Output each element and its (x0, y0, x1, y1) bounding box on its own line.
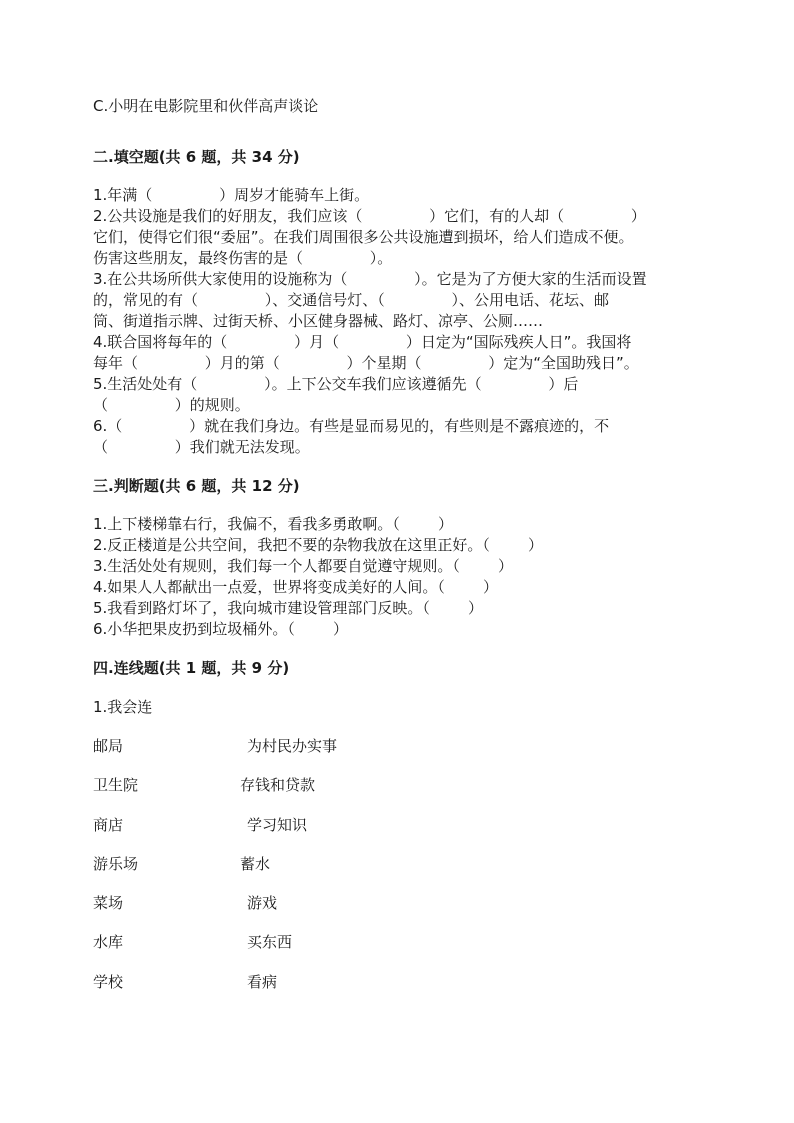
section-heading-matching: 四.连线题(共 1 题，共 9 分) (93, 659, 290, 677)
fill-in-line: 1.年满（ ）周岁才能骑车上街。 (93, 186, 370, 204)
match-right-item: 蓄水 (240, 855, 271, 873)
fill-in-line: 3.在公共场所供大家使用的设施称为（ ）。它是为了方便大家的生活而设置 (93, 270, 647, 288)
match-right-item: 存钱和贷款 (240, 776, 316, 794)
fill-in-line: 筒、街道指示牌、过街天桥、小区健身器械、路灯、凉亭、公厕…… (93, 312, 544, 330)
match-right-item: 看病 (247, 973, 278, 991)
true-false-item: 1.上下楼梯靠右行，我偏不，看我多勇敢啊。（ ） (93, 515, 453, 533)
true-false-item: 6.小华把果皮扔到垃圾桶外。（ ） (93, 620, 348, 638)
fill-in-line: 5.生活处处有（ ）。上下公交车我们应该遵循先（ ）后 (93, 375, 579, 393)
match-left-item: 水库 (93, 933, 124, 951)
match-left-item: 邮局 (93, 737, 124, 755)
fill-in-line: 2.公共设施是我们的好朋友，我们应该（ ）它们，有的人却（ ） (93, 207, 646, 225)
fill-in-line: （ ）我们就无法发现。 (93, 438, 310, 456)
match-right-item: 游戏 (247, 894, 278, 912)
choice-option-c: C.小明在电影院里和伙伴高声谈论 (93, 97, 319, 115)
fill-in-line: 伤害这些朋友，最终伤害的是（ ）。 (93, 249, 393, 267)
matching-question: 1.我会连 (93, 698, 153, 716)
fill-in-line: （ ）的规则。 (93, 396, 250, 414)
match-left-item: 学校 (93, 973, 124, 991)
true-false-item: 5.我看到路灯坏了，我向城市建设管理部门反映。（ ） (93, 599, 483, 617)
true-false-item: 4.如果人人都献出一点爱，世界将变成美好的人间。（ ） (93, 578, 498, 596)
match-right-item: 学习知识 (247, 816, 308, 834)
match-right-item: 买东西 (247, 933, 293, 951)
match-left-item: 游乐场 (93, 855, 139, 873)
fill-in-line: 每年（ ）月的第（ ）个星期（ ）定为“全国助残日”。 (93, 354, 639, 372)
fill-in-line: 6.（ ）就在我们身边。有些是显而易见的，有些则是不露痕迹的，不 (93, 417, 610, 435)
match-left-item: 商店 (93, 816, 124, 834)
fill-in-line: 它们，使得它们很“委屈”。在我们周围很多公共设施遭到损坏，给人们造成不便。 (93, 228, 634, 246)
fill-in-line: 的，常见的有（ ）、交通信号灯、（ ）、公用电话、花坛、邮 (93, 291, 610, 309)
match-left-item: 菜场 (93, 894, 124, 912)
fill-in-line: 4.联合国将每年的（ ）月（ ）日定为“国际残疾人日”。我国将 (93, 333, 632, 351)
true-false-item: 3.生活处处有规则，我们每一个人都要自觉遵守规则。（ ） (93, 557, 513, 575)
true-false-item: 2.反正楼道是公共空间，我把不要的杂物我放在这里正好。（ ） (93, 536, 543, 554)
section-heading-true-false: 三.判断题(共 6 题，共 12 分) (93, 477, 300, 495)
match-right-item: 为村民办实事 (247, 737, 338, 755)
section-heading-fill-in: 二.填空题(共 6 题，共 34 分) (93, 148, 300, 166)
match-left-item: 卫生院 (93, 776, 139, 794)
